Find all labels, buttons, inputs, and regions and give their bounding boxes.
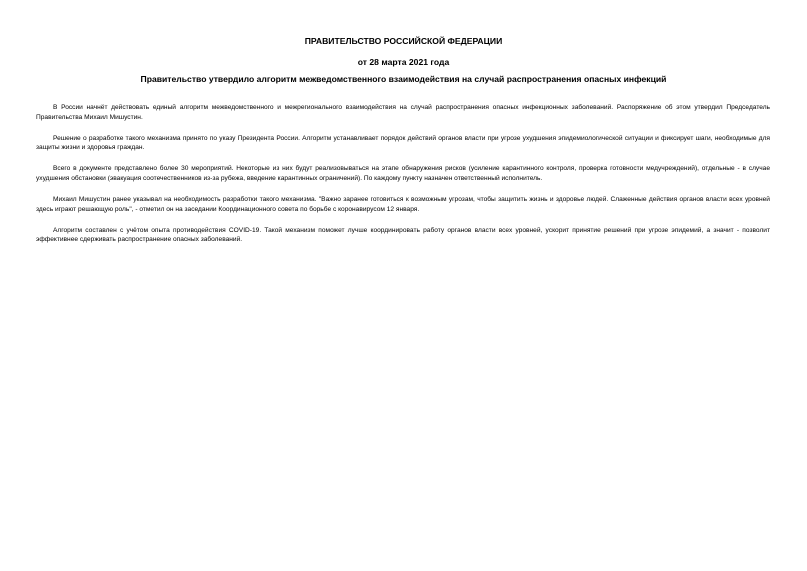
document-date: от 28 марта 2021 года bbox=[357, 57, 450, 67]
document-body bbox=[36, 103, 770, 256]
paragraph: Алгоритм составлен с учётом опыта противодействия COVID-19. Такой механизм поможет лучше координировать работу органов власти всех уровней, ускорит принятие решений при угрозе эпидемий, а значит - позволит эффективнее сдерживать распространение опасных заболеваний. bbox=[36, 226, 770, 244]
paragraph: В России начнёт действовать единый алгоритм межведомственного и межрегионального взаимодействия на случай распространения опасных инфекционных заболеваний. Распоряжение об этом утвердил Председатель Правительства Михаил Мишустин. bbox=[36, 104, 770, 121]
paragraph: Михаил Мишустин ранее указывал на необходимость разработки такого механизма. "Важно заранее готовиться к возможным угрозам, чтобы защитить жизнь и здоровье людей. Слаженные действия органов власти всех уровней здесь играют решающую роль", - отметил он на заседании Координационного совета по борьбе с коронавирусом 12 января. bbox=[36, 196, 770, 213]
paragraph: Решение о разработке такого механизма принято по указу Президента России. Алгоритм устанавливает порядок действий органов власти при угрозе ухудшения эпидемиологической ситуации и фиксирует шаги, необходимые для защиты жизни и здоровья граждан. bbox=[36, 134, 770, 152]
document-title: Правительство утвердило алгоритм межведомственного взаимодействия на случай распространения опасных инфекций bbox=[140, 74, 667, 84]
document-authority: ПРАВИТЕЛЬСТВО РОССИЙСКОЙ ФЕДЕРАЦИИ bbox=[304, 36, 503, 46]
paragraph: Всего в документе представлено более 30 мероприятий. Некоторые из них будут реализовываться на этапе обнаружения рисков (усиление карантинного контроля, проверка готовности медучреждений), отдельные - в случае ухудшения обстановки (эвакуация соотечественников из-за рубежа, введение карантинных ограничений). По каждому пункту назначен ответственный исполнитель. bbox=[36, 165, 770, 182]
